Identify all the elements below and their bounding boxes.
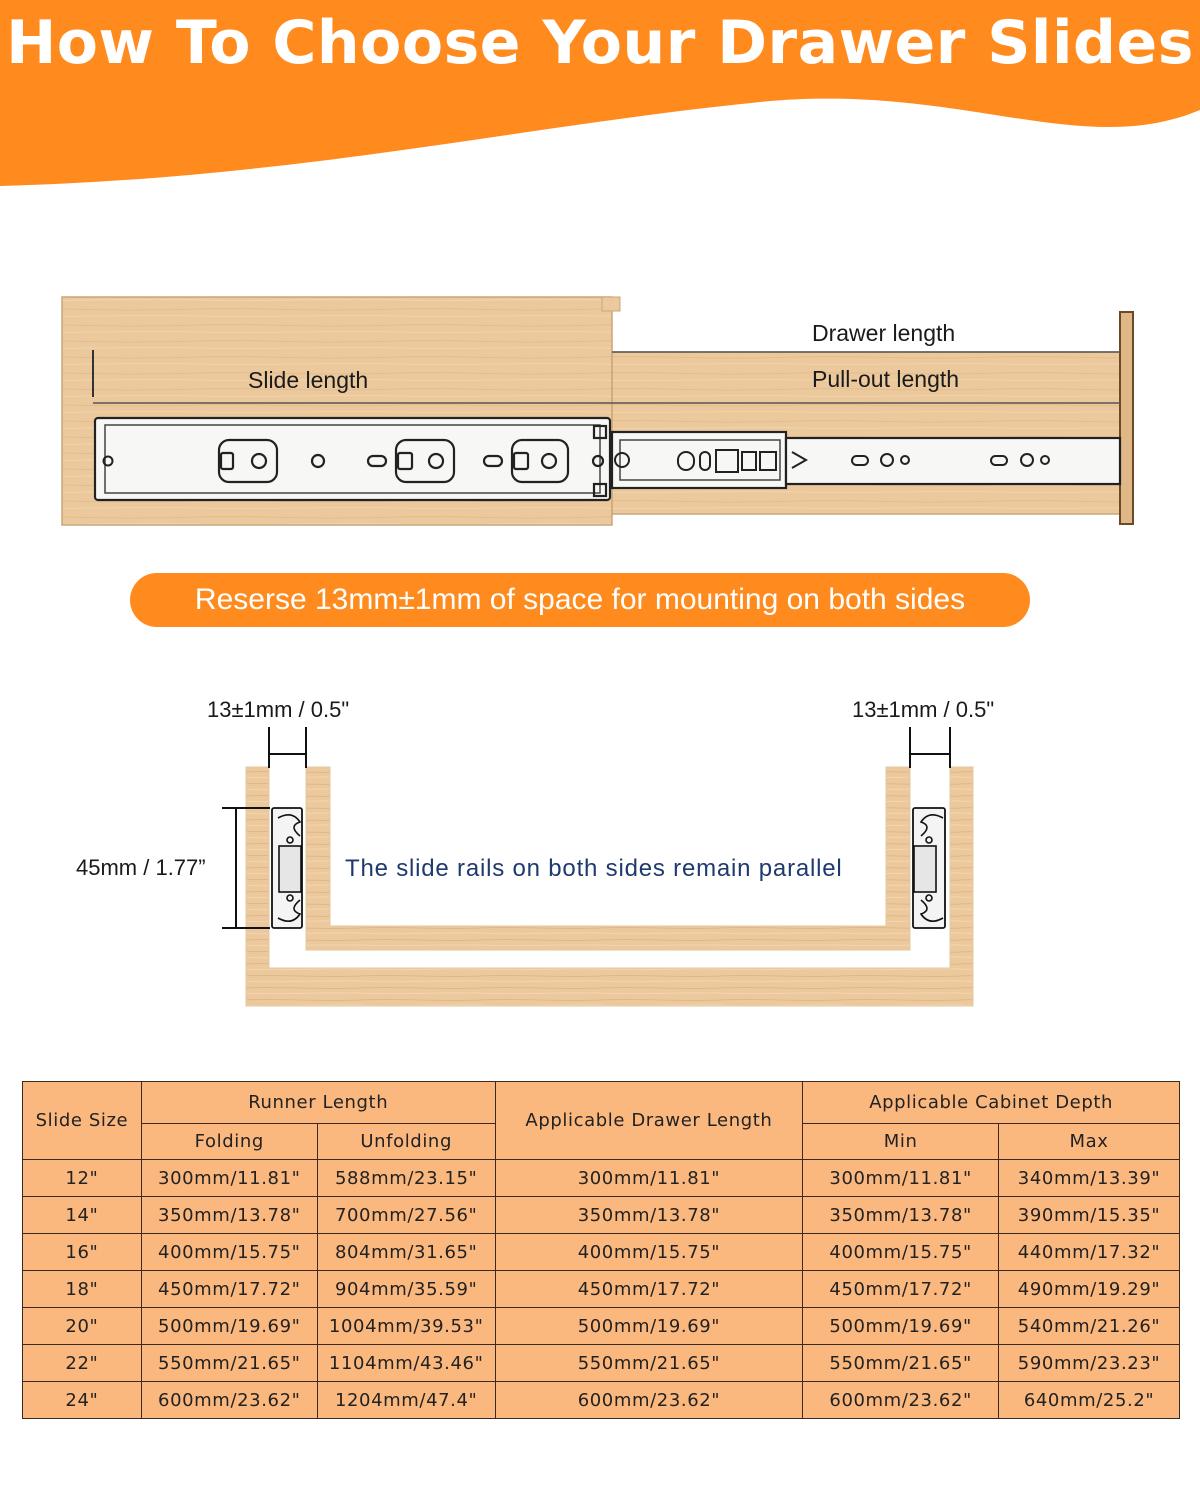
header-runner-length: Runner Length [141, 1082, 495, 1124]
cell-folding: 350mm/13.78" [141, 1197, 317, 1234]
right-gap-label: 13±1mm / 0.5" [852, 697, 995, 722]
cell-unfolding: 1104mm/43.46" [317, 1345, 495, 1382]
table-row [23, 1345, 1180, 1382]
cell-cabinet-min: 500mm/19.69" [803, 1308, 999, 1345]
cell-drawer-length: 550mm/21.65" [495, 1345, 803, 1382]
cell-unfolding: 700mm/27.56" [317, 1197, 495, 1234]
cell-cabinet-min: 400mm/15.75" [803, 1234, 999, 1271]
header-max: Max [999, 1124, 1180, 1160]
cell-cabinet-min: 300mm/11.81" [803, 1160, 999, 1197]
cell-cabinet-max: 490mm/19.29" [999, 1271, 1180, 1308]
cell-unfolding: 1204mm/47.4" [317, 1382, 495, 1419]
slide-length-label: Slide length [248, 367, 369, 393]
table-row [23, 1234, 1180, 1271]
cell-drawer-length: 500mm/19.69" [495, 1308, 803, 1345]
cell-slide-size: 14" [23, 1197, 142, 1234]
cell-drawer-length: 350mm/13.78" [495, 1197, 803, 1234]
cell-folding: 550mm/21.65" [141, 1345, 317, 1382]
cell-drawer-length: 400mm/15.75" [495, 1234, 803, 1271]
cell-cabinet-min: 550mm/21.65" [803, 1345, 999, 1382]
drawer-length-label: Drawer length [812, 320, 956, 346]
left-gap-label: 13±1mm / 0.5" [207, 697, 350, 722]
header-min: Min [803, 1124, 999, 1160]
cell-unfolding: 904mm/35.59" [317, 1271, 495, 1308]
cell-folding: 300mm/11.81" [141, 1160, 317, 1197]
cell-slide-size: 18" [23, 1271, 142, 1308]
cell-cabinet-max: 590mm/23.23" [999, 1345, 1180, 1382]
parallel-rails-note: The slide rails on both sides remain parallel [345, 855, 843, 882]
header-drawer-length: Applicable Drawer Length [495, 1082, 803, 1160]
slide-length-diagram [0, 280, 1200, 550]
cell-unfolding: 1004mm/39.53" [317, 1308, 495, 1345]
cell-cabinet-min: 450mm/17.72" [803, 1271, 999, 1308]
cell-folding: 600mm/23.62" [141, 1382, 317, 1419]
cell-unfolding: 804mm/31.65" [317, 1234, 495, 1271]
header-cabinet-depth: Applicable Cabinet Depth [803, 1082, 1180, 1124]
cell-slide-size: 20" [23, 1308, 142, 1345]
page-title: How To Choose Your Drawer Slides [6, 8, 1194, 78]
cell-cabinet-max: 340mm/13.39" [999, 1160, 1180, 1197]
header-unfolding: Unfolding [317, 1124, 495, 1160]
cell-cabinet-max: 440mm/17.32" [999, 1234, 1180, 1271]
cell-slide-size: 22" [23, 1345, 142, 1382]
cell-cabinet-max: 640mm/25.2" [999, 1382, 1180, 1419]
cell-cabinet-max: 540mm/21.26" [999, 1308, 1180, 1345]
slide-size-table [22, 1081, 1180, 1419]
cell-cabinet-min: 600mm/23.62" [803, 1382, 999, 1419]
cell-cabinet-max: 390mm/15.35" [999, 1197, 1180, 1234]
table-row [23, 1271, 1180, 1308]
cell-drawer-length: 300mm/11.81" [495, 1160, 803, 1197]
slide-height-label: 45mm / 1.77” [76, 855, 206, 880]
header-slide-size: Slide Size [23, 1082, 142, 1160]
header-folding: Folding [141, 1124, 317, 1160]
cell-drawer-length: 600mm/23.62" [495, 1382, 803, 1419]
cell-folding: 500mm/19.69" [141, 1308, 317, 1345]
table-row [23, 1160, 1180, 1197]
cell-slide-size: 24" [23, 1382, 142, 1419]
cell-slide-size: 12" [23, 1160, 142, 1197]
table-row [23, 1382, 1180, 1419]
cell-unfolding: 588mm/23.15" [317, 1160, 495, 1197]
cell-drawer-length: 450mm/17.72" [495, 1271, 803, 1308]
cell-folding: 400mm/15.75" [141, 1234, 317, 1271]
mounting-space-banner: Reserse 13mm±1mm of space for mounting on both sides [130, 573, 1030, 627]
cell-slide-size: 16" [23, 1234, 142, 1271]
pullout-length-label: Pull-out length [812, 366, 960, 392]
cell-folding: 450mm/17.72" [141, 1271, 317, 1308]
cell-cabinet-min: 350mm/13.78" [803, 1197, 999, 1234]
table-row [23, 1308, 1180, 1345]
table-row [23, 1197, 1180, 1234]
